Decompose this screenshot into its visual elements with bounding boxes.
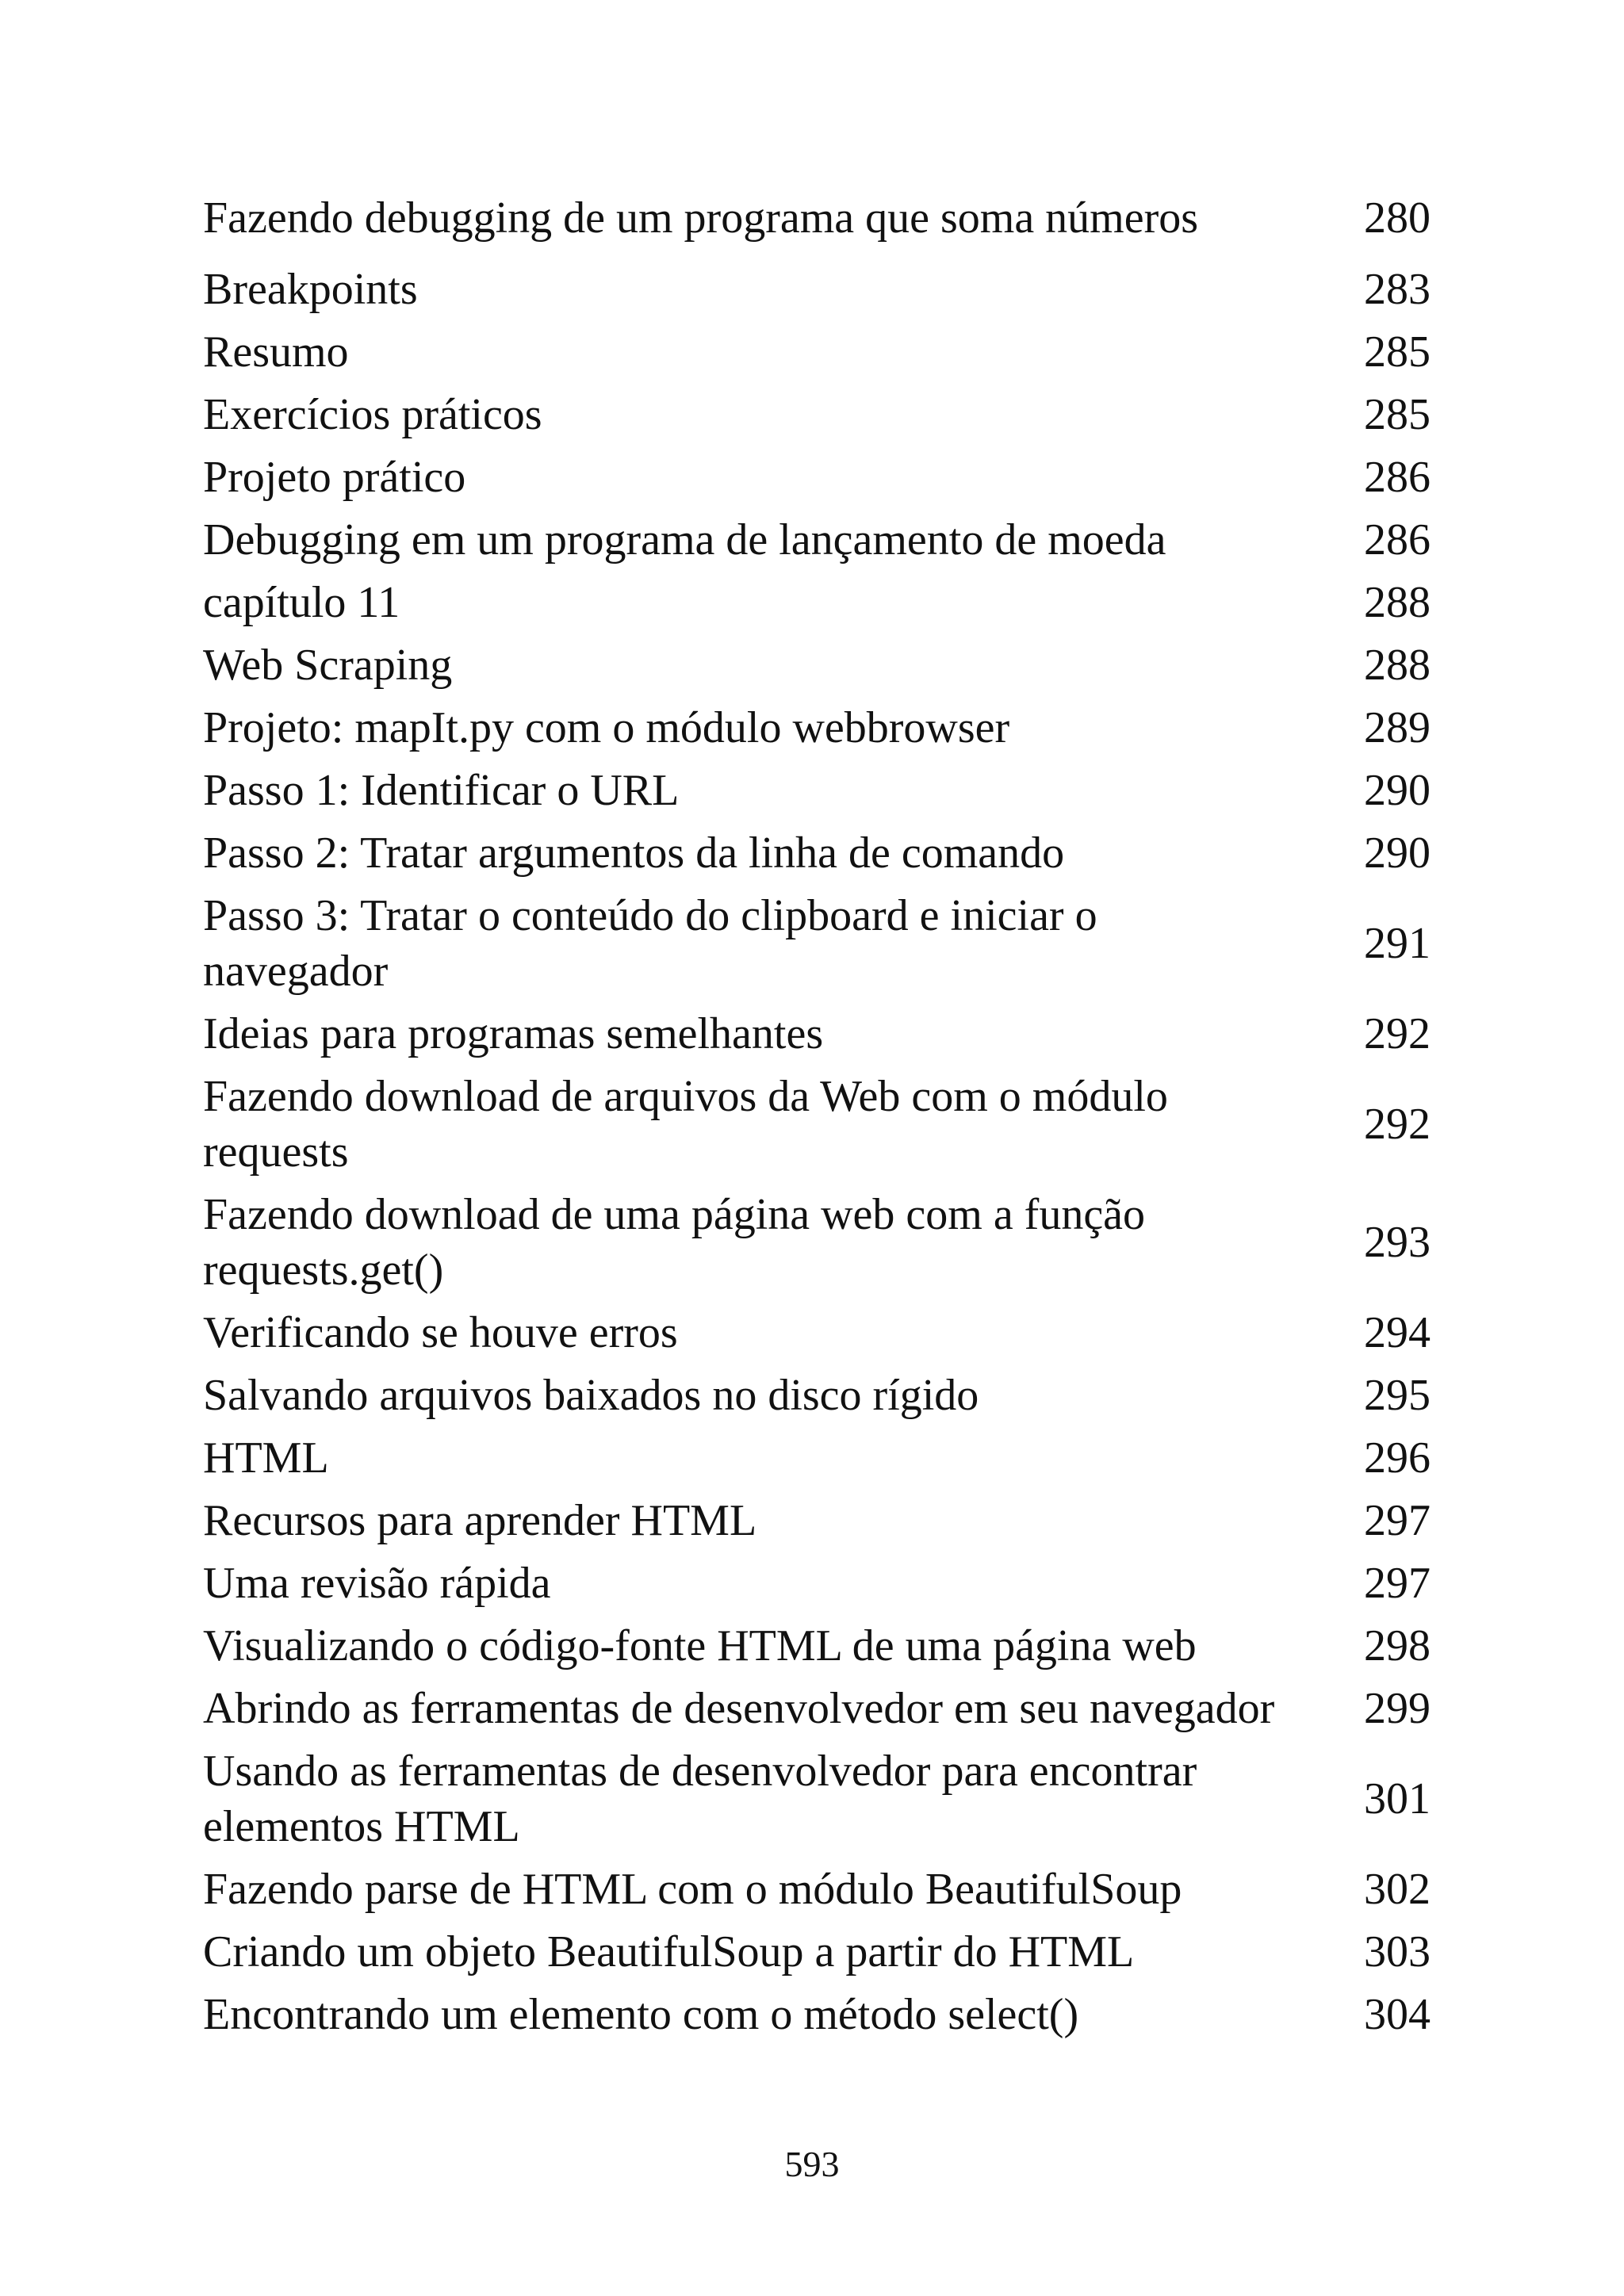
toc-entry-title: Criando um objeto BeautifulSoup a partir do HTML: [203, 1927, 1135, 1976]
toc-entry: [203, 572, 1431, 634]
toc-entry-title: Usando as ferramentas de desenvolvedor para encontrar elementos HTML: [203, 1747, 1197, 1851]
toc-entry-title: HTML: [203, 1433, 329, 1483]
table-of-contents: [203, 190, 1431, 2046]
toc-entry-page: 298: [1364, 1621, 1431, 1670]
toc-entry-title: Visualizando o código-fonte HTML de uma página web: [203, 1621, 1197, 1670]
toc-entry-title: Encontrando um elemento com o método select(): [203, 1990, 1079, 2039]
toc-entry: [203, 258, 1431, 321]
toc-entry: [203, 1364, 1431, 1427]
toc-entry-page: 301: [1364, 1774, 1431, 1823]
toc-entry-title: capítulo 11: [203, 578, 400, 627]
toc-entry-title: Exercícios práticos: [203, 390, 542, 439]
toc-entry: [203, 1184, 1431, 1302]
toc-entry-title: Recursos para aprender HTML: [203, 1496, 757, 1545]
page-number: 593: [784, 2144, 840, 2184]
toc-entry-title: Salvando arquivos baixados no disco rígido: [203, 1371, 979, 1420]
toc-entry-title: Ideias para programas semelhantes: [203, 1009, 824, 1058]
toc-entry-title: Projeto prático: [203, 453, 466, 502]
toc-entry: [203, 1984, 1431, 2046]
toc-entry-page: 292: [1364, 1100, 1431, 1149]
toc-entry-page: 302: [1364, 1865, 1431, 1914]
toc-entry-page: 289: [1364, 703, 1431, 752]
toc-entry: [203, 190, 1431, 258]
toc-entry-page: 286: [1364, 453, 1431, 502]
toc-entry-title: Passo 1: Identificar o URL: [203, 766, 680, 815]
toc-entry: [203, 1678, 1431, 1740]
toc-entry-title: Uma revisão rápida: [203, 1559, 551, 1608]
toc-entry-page: 285: [1364, 327, 1431, 377]
toc-entry-page: 288: [1364, 578, 1431, 627]
toc-entry-page: 297: [1364, 1559, 1431, 1608]
toc-entry: [203, 885, 1431, 1003]
toc-entry: [203, 1302, 1431, 1364]
toc-entry-title: Fazendo download de uma página web com a função requests.get(): [203, 1190, 1146, 1295]
toc-entry-page: 283: [1364, 265, 1431, 314]
toc-entry-title: Web Scraping: [203, 641, 453, 690]
toc-entry: [203, 384, 1431, 446]
toc-entry: [203, 1921, 1431, 1984]
toc-entry: [203, 822, 1431, 885]
toc-entry-title: Passo 2: Tratar argumentos da linha de comando: [203, 828, 1065, 878]
toc-entry-page: 291: [1364, 919, 1431, 968]
toc-entry-page: 296: [1364, 1433, 1431, 1483]
toc-entry-page: 292: [1364, 1009, 1431, 1058]
toc-entry-title: Breakpoints: [203, 265, 418, 314]
toc-entry: [203, 1552, 1431, 1615]
toc-entry: [203, 1066, 1431, 1184]
toc-entry: [203, 634, 1431, 697]
toc-entry: [203, 1615, 1431, 1678]
toc-entry: [203, 697, 1431, 760]
toc-entry-page: 294: [1364, 1308, 1431, 1357]
toc-entry-title: Projeto: mapIt.py com o módulo webbrowser: [203, 703, 1010, 752]
toc-entry-title: Debugging em um programa de lançamento de moeda: [203, 515, 1166, 564]
toc-entry-title: Fazendo download de arquivos da Web com o módulo requests: [203, 1072, 1168, 1177]
toc-entry-page: 280: [1364, 193, 1431, 243]
toc-entry: [203, 1858, 1431, 1921]
toc-entry: [203, 321, 1431, 384]
toc-entry-title: Abrindo as ferramentas de desenvolvedor em seu navegador: [203, 1684, 1275, 1733]
toc-entry-page: 299: [1364, 1684, 1431, 1733]
toc-entry: [203, 1427, 1431, 1490]
toc-entry: [203, 1003, 1431, 1066]
toc-entry-page: 286: [1364, 515, 1431, 564]
toc-entry: [203, 1740, 1431, 1858]
toc-entry: [203, 760, 1431, 822]
toc-entry: [203, 1490, 1431, 1552]
toc-entry-page: 290: [1364, 766, 1431, 815]
toc-entry: [203, 509, 1431, 572]
toc-entry-page: 295: [1364, 1371, 1431, 1420]
toc-entry-title: Verificando se houve erros: [203, 1308, 678, 1357]
toc-entry-page: 293: [1364, 1218, 1431, 1267]
toc-entry-page: 304: [1364, 1990, 1431, 2039]
toc-entry-title: Fazendo debugging de um programa que soma números: [203, 193, 1199, 243]
toc-entry-page: 285: [1364, 390, 1431, 439]
toc-entry: [203, 446, 1431, 509]
toc-entry-page: 290: [1364, 828, 1431, 878]
toc-entry-page: 297: [1364, 1496, 1431, 1545]
toc-entry-title: Resumo: [203, 327, 349, 377]
toc-entry-page: 303: [1364, 1927, 1431, 1976]
toc-entry-title: Passo 3: Tratar o conteúdo do clipboard e iniciar o navegador: [203, 891, 1097, 996]
toc-entry-title: Fazendo parse de HTML com o módulo BeautifulSoup: [203, 1865, 1182, 1914]
toc-entry-page: 288: [1364, 641, 1431, 690]
